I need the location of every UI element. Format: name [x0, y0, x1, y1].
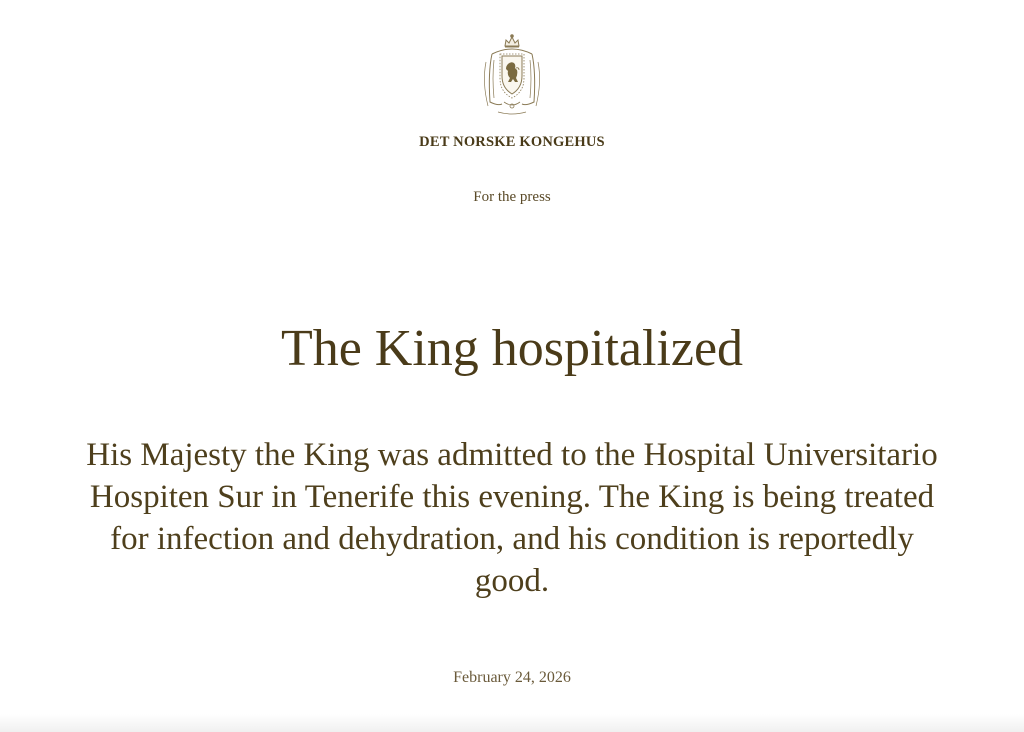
- bottom-fade: [0, 714, 1024, 732]
- organization-name[interactable]: DET NORSKE KONGEHUS: [419, 134, 605, 150]
- for-the-press-link[interactable]: For the press: [473, 189, 551, 205]
- article-title: The King hospitalized: [280, 320, 744, 377]
- royal-coat-of-arms-icon[interactable]: [478, 32, 546, 118]
- press-section-link-wrapper: [0, 189, 1024, 206]
- article-body: His Majesty the King was admitted to the Hospital Universitario Hospiten Sur in Tenerife this evening. The King is being treated for infection and dehydration, and his condition is reportedly good.: [86, 437, 938, 599]
- article-date: February 24, 2026: [453, 669, 571, 686]
